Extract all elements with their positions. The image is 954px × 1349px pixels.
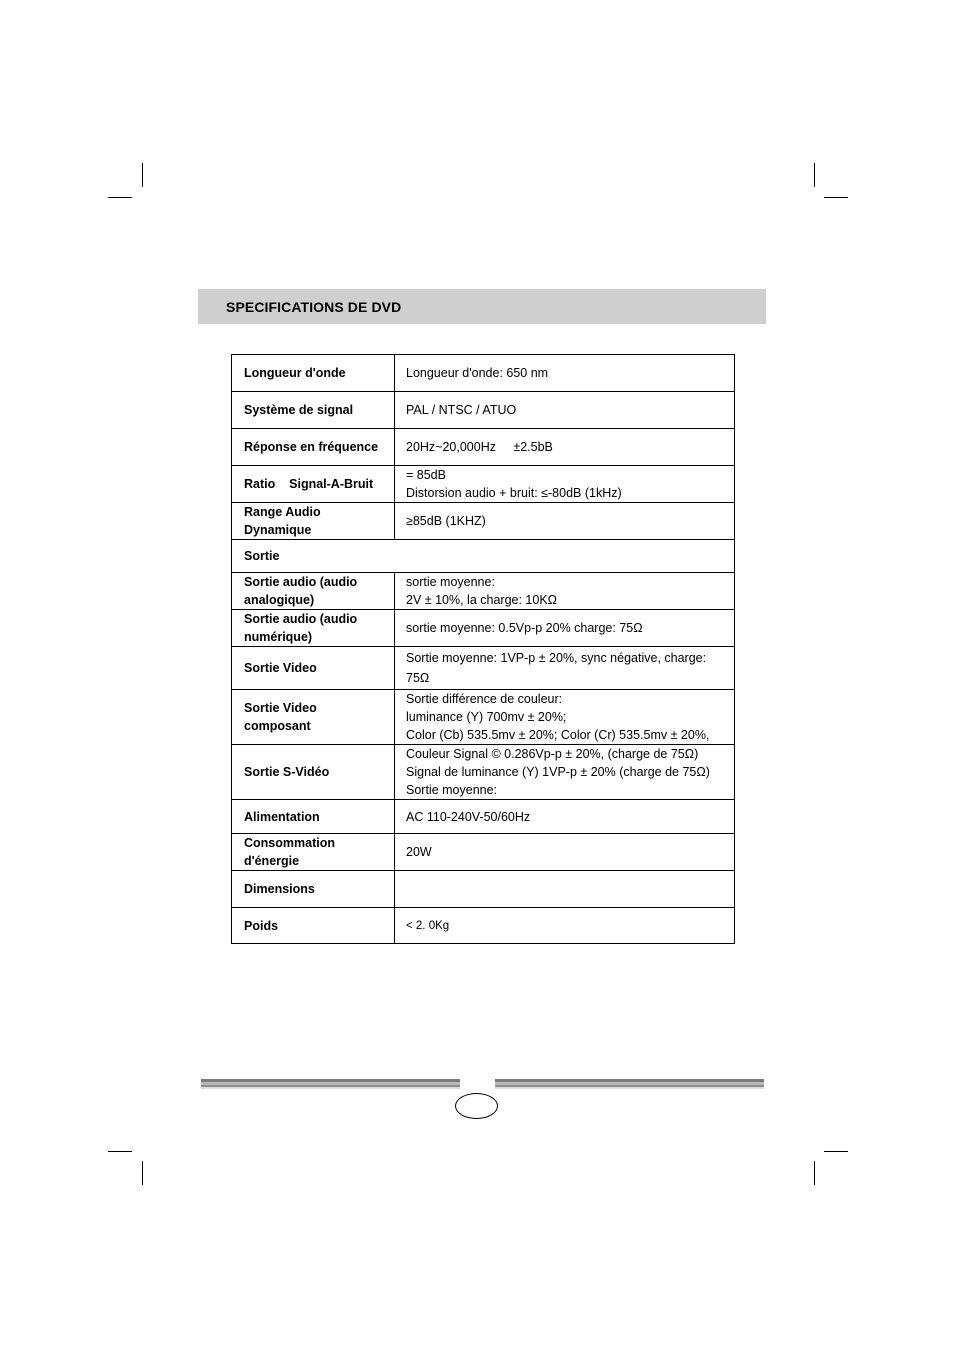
spec-label: Range Audio Dynamique: [232, 503, 395, 540]
spec-value-line: ≥85dB (1KHZ): [406, 514, 486, 528]
spec-section-label: Sortie: [232, 540, 735, 573]
spec-value: [395, 908, 735, 944]
spec-value-line: Color (Cb) 535.5mv ± 20%; Color (Cr) 535.5mv ± 20%,: [406, 728, 710, 742]
spec-value-line: Sortie moyenne:: [406, 783, 498, 797]
spec-label: Sortie Video composant: [232, 690, 395, 745]
crop-mark: [142, 163, 143, 187]
spec-value: [395, 800, 735, 834]
spec-value: [395, 834, 735, 871]
spec-value-line: Distorsion audio + bruit: ≤-80dB (1kHz): [406, 486, 622, 500]
spec-label: Alimentation: [232, 800, 395, 834]
spec-value-line: Sortie différence de couleur:: [406, 692, 563, 706]
table-row: [232, 540, 735, 573]
table-row: [232, 834, 735, 871]
table-row: [232, 573, 735, 610]
spec-value-line: Couleur Signal © 0.286Vp-p ± 20%, (charge de 75Ω): [406, 747, 699, 761]
spec-value: [395, 690, 735, 745]
spec-label: Réponse en fréquence: [232, 429, 395, 466]
spec-value-line: AC 110-240V-50/60Hz: [406, 809, 531, 824]
specifications-table: [231, 354, 735, 944]
spec-value-line: Longueur d'onde: 650 nm: [406, 366, 549, 380]
table-row: [232, 647, 735, 690]
table-row: [232, 355, 735, 392]
spec-value: [395, 573, 735, 610]
spec-value-line: 20W: [406, 845, 432, 859]
spec-value: [395, 466, 735, 503]
spec-label: Consommation d'énergie: [232, 834, 395, 871]
table-row: [232, 745, 735, 800]
spec-value-line: 75Ω: [406, 671, 430, 685]
crop-mark: [824, 1151, 848, 1152]
spec-value: [395, 503, 735, 540]
table-row: [232, 908, 735, 944]
spec-label: Poids: [232, 908, 395, 944]
spec-label: Ratio Signal-A-Bruit: [232, 466, 395, 503]
spec-value-line: PAL / NTSC / ATUO: [406, 403, 517, 417]
spec-label: Dimensions: [232, 871, 395, 908]
spec-value: [395, 392, 735, 429]
spec-value: [395, 429, 735, 466]
table-row: [232, 392, 735, 429]
footer-rule-left: [201, 1079, 460, 1089]
table-row: [232, 466, 735, 503]
table-row: [232, 610, 735, 647]
spec-value-line: = 85dB: [406, 468, 446, 482]
spec-label: Sortie audio (audio analogique): [232, 573, 395, 610]
spec-value-line: Sortie moyenne: 1VP-p ± 20%, sync négative, charge:: [406, 651, 707, 665]
table-row: [232, 690, 735, 745]
crop-mark: [824, 197, 848, 198]
section-title: SPECIFICATIONS DE DVD: [226, 299, 402, 315]
crop-mark: [814, 163, 815, 187]
spec-label: Sortie audio (audio numérique): [232, 610, 395, 647]
spec-value: [395, 745, 735, 800]
spec-value-line: 20Hz~20,000Hz ±2.5bB: [406, 440, 553, 454]
spec-value-line: sortie moyenne: 0.5Vp-p 20% charge: 75Ω: [406, 621, 643, 635]
spec-value: [395, 871, 735, 908]
table-row: [232, 503, 735, 540]
spec-value: [395, 647, 735, 690]
spec-label: Sortie Video: [232, 647, 395, 690]
crop-mark: [108, 1151, 132, 1152]
crop-mark: [108, 197, 132, 198]
crop-mark: [814, 1161, 815, 1185]
spec-value: [395, 610, 735, 647]
spec-value-line: 2V ± 10%, la charge: 10KΩ: [406, 593, 558, 607]
spec-value-line: luminance (Y) 700mv ± 20%;: [406, 710, 567, 724]
section-header: [198, 289, 766, 324]
crop-mark: [142, 1161, 143, 1185]
table-row: [232, 429, 735, 466]
spec-label: Longueur d'onde: [232, 355, 395, 392]
page-number-oval: [455, 1093, 498, 1119]
spec-label: Sortie S-Vidéo: [232, 745, 395, 800]
spec-value-line: < 2. 0Kg: [406, 919, 450, 932]
table-row: [232, 800, 735, 834]
spec-value: [395, 355, 735, 392]
footer-rule-right: [495, 1079, 764, 1089]
table-row: [232, 871, 735, 908]
spec-value-line: sortie moyenne:: [406, 575, 495, 589]
spec-value-line: Signal de luminance (Y) 1VP-p ± 20% (charge de 75Ω): [406, 765, 710, 779]
spec-label: Système de signal: [232, 392, 395, 429]
